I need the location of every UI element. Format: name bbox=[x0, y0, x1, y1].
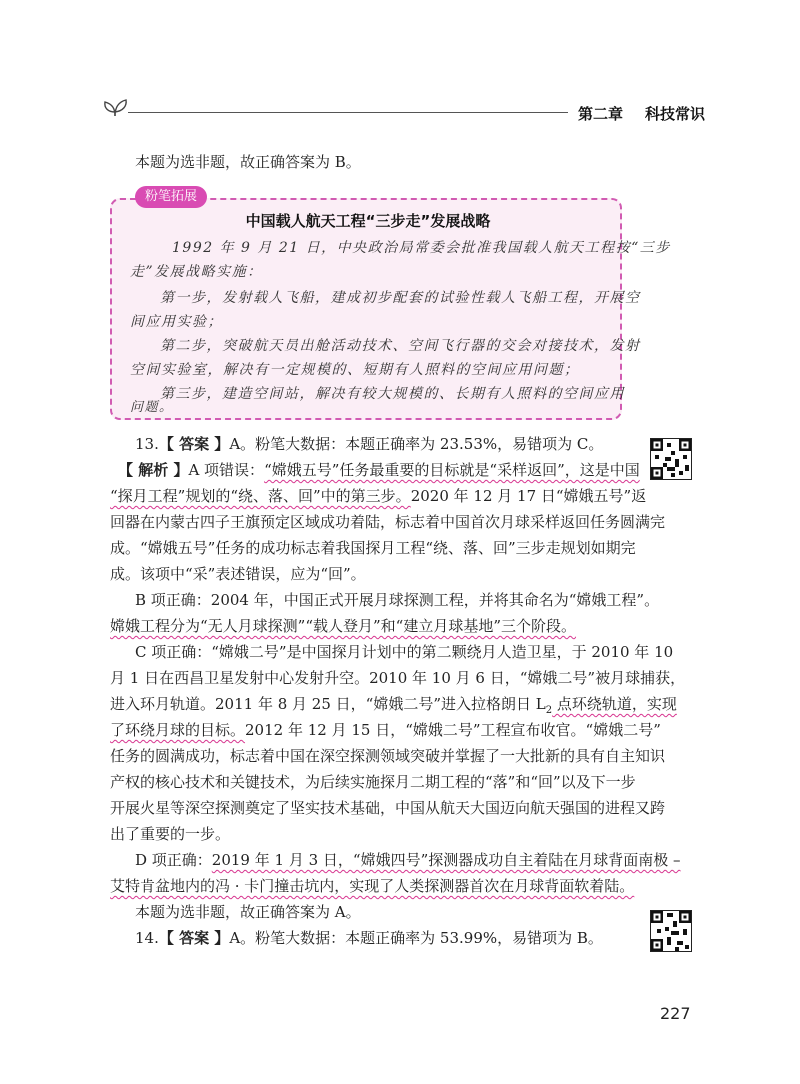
q13-a-line4: 成。“嫦娥五号”任务的成功标志着我国探月工程“绕、落、回”三步走规划如期完 bbox=[110, 539, 636, 557]
c-underlined: 点环绕轨道，实现 bbox=[552, 695, 677, 713]
extension-line: 第三步，建造空间站，解决有较大规模的、长期有人照料的空间应用 bbox=[160, 386, 625, 402]
q13-answer-tag: 【 答案 】 bbox=[158, 435, 230, 453]
q14-answer-text: A。粉笔大数据：本题正确率为 53.99%，易错项为 B。 bbox=[229, 929, 603, 947]
q14-answer-tag: 【 答案 】 bbox=[158, 929, 230, 947]
q13-c-line5: 任务的圆满成功，标志着中国在深空探测领域突破并掌握了一大批新的具有自主知识 bbox=[110, 747, 666, 765]
q13-b-line1: B 项正确：2004 年，中国正式开展月球探测工程，并将其命名为“嫦娥工程”。 bbox=[135, 591, 660, 609]
qr-code-icon bbox=[650, 438, 692, 480]
extension-line: 空间实验室，解决有一定规模的、短期有人照料的空间应用问题； bbox=[130, 362, 580, 378]
d-prefix: D 项正确： bbox=[135, 851, 212, 869]
c-line3-pre: 进入环月轨道。2011 年 8 月 25 日，“嫦娥二号”进入拉格朗日 L bbox=[110, 695, 546, 713]
a-prefix: A 项错误： bbox=[188, 461, 265, 479]
q13-d-line2 bbox=[110, 874, 634, 899]
q13-answer-line bbox=[135, 432, 603, 457]
intro-conclusion: 本题为选非题，故正确答案为 B。 bbox=[135, 153, 361, 171]
chapter-number: 第二章 bbox=[578, 105, 624, 123]
qr-code-icon bbox=[650, 910, 692, 952]
d-underlined: 2019 年 1 月 3 日，“嫦娥四号”探测器成功自主着陆在月球背面南极 – bbox=[211, 851, 681, 869]
q13-analysis-tag: 【 解析 】 bbox=[118, 461, 189, 479]
extension-title: 中国载人航天工程“三步走”发展战略 bbox=[245, 212, 491, 230]
extension-line: 1992 年 9 月 21 日，中央政治局常委会批准我国载人航天工程按“三步 bbox=[172, 240, 671, 256]
q13-a-line3: 回器在内蒙古四子王旗预定区域成功着陆，标志着中国首次月球采样返回任务圆满完 bbox=[110, 513, 666, 531]
extension-line: 间应用实验； bbox=[130, 314, 223, 330]
extension-tag: 粉笔拓展 bbox=[135, 186, 207, 208]
header-rule bbox=[128, 112, 568, 113]
q13-c-line7: 开展火星等深空探测奠定了坚实技术基础，中国从航天大国迈向航天强国的进程又跨 bbox=[110, 799, 666, 817]
q13-c-line2: 月 1 日在西昌卫星发射中心发射升空。2010 年 10 月 6 日，“嫦娥二号”被月球捕获， bbox=[110, 669, 686, 687]
q13-b-line2 bbox=[110, 614, 576, 639]
leaf-icon bbox=[100, 96, 130, 118]
q13-c-line1: C 项正确：“嫦娥二号”是中国探月计划中的第二颗绕月人造卫星，于 2010 年 10 bbox=[135, 643, 674, 661]
c-underlined-2: 了环绕月球的目标。 bbox=[110, 721, 246, 739]
q13-c-line8: 出了重要的一步。 bbox=[110, 825, 231, 843]
a-line2-rest: 2020 年 12 月 17 日“嫦娥五号”返 bbox=[410, 487, 647, 505]
a-underlined: “嫦娥五号”任务最重要的目标就是“采样返回”，这是中国 bbox=[264, 461, 640, 479]
b-underlined: 嫦娥工程分为“无人月球探测”“载人登月”和“建立月球基地”三个阶段。 bbox=[110, 617, 577, 635]
q14-number: 14. bbox=[135, 929, 159, 947]
q13-answer-text: A。粉笔大数据：本题正确率为 23.53%，易错项为 C。 bbox=[229, 435, 604, 453]
q13-a-line2 bbox=[110, 484, 646, 509]
q13-number: 13. bbox=[135, 435, 159, 453]
q13-d-line1 bbox=[135, 848, 681, 873]
q13-a-line5: 成。该项中“采”表述错误，应为“回”。 bbox=[110, 565, 366, 583]
q13-c-line6: 产权的核心技术和关键技术，为后续实施探月二期工程的“落”和“回”以及下一步 bbox=[110, 773, 636, 791]
c-line3-sub: 2 bbox=[545, 705, 553, 716]
q13-c-line4 bbox=[110, 718, 661, 743]
d-underlined-2: 艾特肯盆地内的冯 · 卡门撞击坑内，实现了人类探测器首次在月球背面软着陆。 bbox=[110, 877, 635, 895]
extension-box bbox=[110, 198, 671, 420]
q13-analysis-a-line1 bbox=[118, 458, 640, 483]
a-underlined-2: “探月工程”规划的“绕、落、回”中的第三步。 bbox=[110, 487, 411, 505]
q13-conclusion: 本题为选非题，故正确答案为 A。 bbox=[135, 903, 361, 921]
extension-line: 第二步，突破航天员出舱活动技术、空间飞行器的交会对接技术，发射 bbox=[160, 338, 641, 354]
chapter-subject: 科技常识 bbox=[645, 105, 706, 123]
c-line4-rest: 2012 年 12 月 15 日，“嫦娥二号”工程宣布收官。“嫦娥二号” bbox=[245, 721, 661, 739]
extension-line: 第一步，发射载人飞船，建成初步配套的试验性载人飞船工程，开展空 bbox=[160, 290, 641, 306]
extension-line: 问题。 bbox=[130, 400, 174, 415]
extension-line: 走”发展战略实施： bbox=[130, 264, 263, 280]
page-number: 227 bbox=[660, 1004, 691, 1023]
chapter-heading bbox=[578, 103, 705, 124]
q14-answer-line bbox=[135, 926, 603, 951]
